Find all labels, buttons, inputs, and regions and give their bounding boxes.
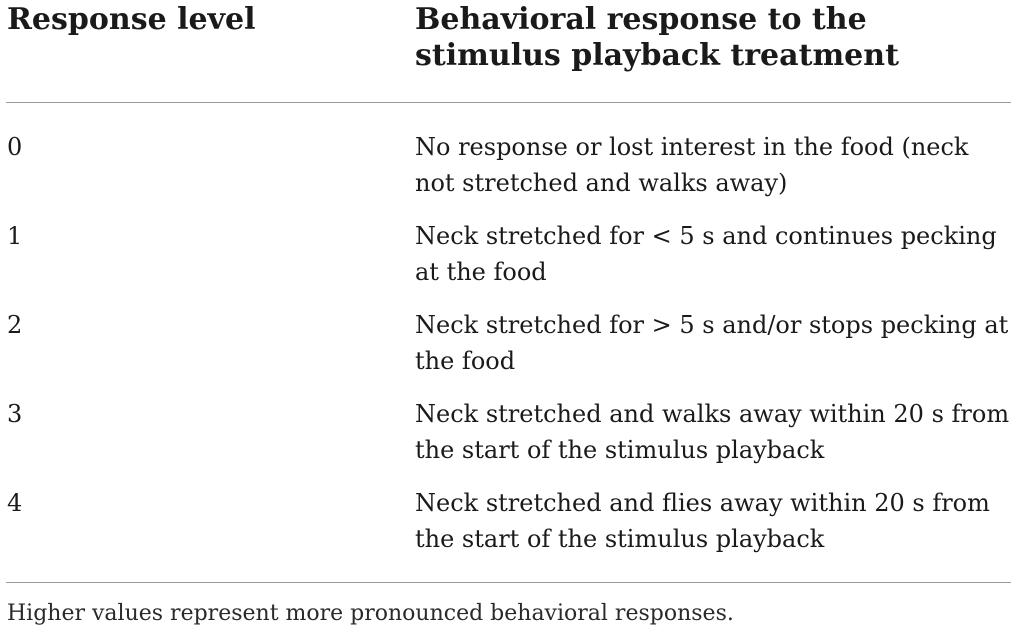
table-row: [6, 129, 1011, 218]
table-body: [6, 103, 1011, 574]
row-description: Neck stretched and walks away within 20 s from the start of the stimulus playback: [415, 400, 1010, 464]
header-response-level: Response level: [7, 2, 256, 37]
row-level: 4: [7, 489, 23, 517]
table-row: [6, 396, 1011, 485]
row-level: 3: [7, 400, 23, 428]
row-level: 0: [7, 133, 23, 161]
row-level: 2: [7, 311, 23, 339]
table-bottom-rule: [6, 582, 1011, 583]
table-row: [6, 485, 1011, 574]
row-description: Neck stretched for < 5 s and continues pecking at the food: [415, 222, 997, 286]
row-level: 1: [7, 222, 23, 250]
row-description: Neck stretched and flies away within 20 s from the start of the stimulus playback: [415, 489, 990, 553]
row-description: Neck stretched for > 5 s and/or stops pecking at the food: [415, 311, 1009, 375]
table-footnote: Higher values represent more pronounced behavioral responses.: [7, 601, 734, 626]
row-description: No response or lost interest in the food (neck not stretched and walks away): [415, 133, 969, 197]
table-header-row: [6, 0, 1011, 103]
response-level-table: [6, 0, 1011, 574]
table-row: [6, 218, 1011, 307]
table-row: [6, 307, 1011, 396]
header-behavioral-response: Behavioral response to the stimulus playback treatment: [415, 2, 899, 73]
